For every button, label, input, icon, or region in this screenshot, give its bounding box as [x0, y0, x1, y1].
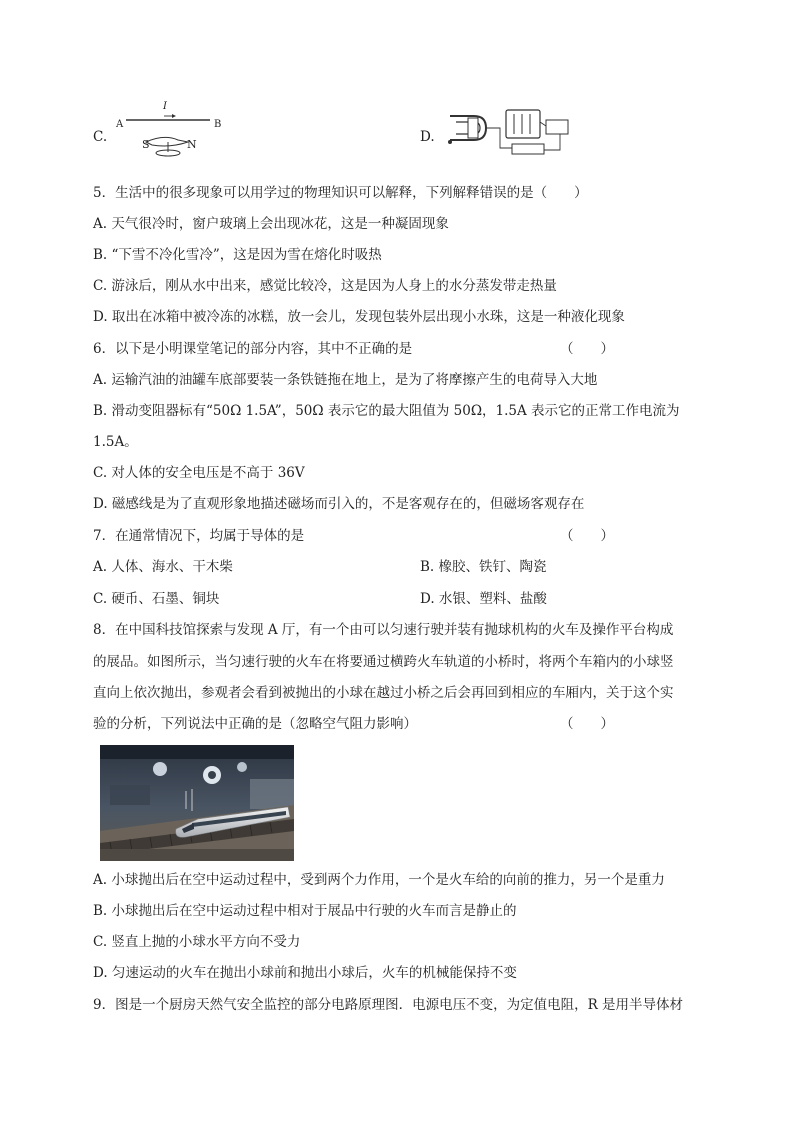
q9-stem: 9．图是一个厨房天然气安全监控的部分电路原理图．电源电压不变，为定值电阻，R 是用半导体材 [93, 997, 684, 1013]
q5-stem: 5．生活中的很多现象可以用学过的物理知识可以解释，下列解释错误的是（ ） [93, 185, 588, 201]
q8-stem-line-1: 8．在中国科技馆探索与发现 A 厅，有一个由可以匀速行驶并装有抛球机构的火车及操作平台构成 [93, 622, 674, 638]
q5-option-b[interactable]: B. “下雪不冷化雪冷”，这是因为雪在熔化时吸热 [93, 247, 382, 263]
q8-stem-line-4: 验的分析，下列说法中正确的是（忽略空气阻力影响） [93, 716, 417, 732]
q8-option-b[interactable]: B. 小球抛出后在空中运动过程中相对于展品中行驶的火车而言是静止的 [93, 903, 517, 919]
q6-option-c[interactable]: C. 对人体的安全电压是不高于 36V [93, 465, 305, 481]
q8-option-a[interactable]: A. 小球抛出后在空中运动过程中，受到两个力作用，一个是火车给的向前的推力，另一个是重力 [93, 872, 665, 888]
q6-stem: 6．以下是小明课堂笔记的部分内容，其中不正确的是 [93, 341, 413, 357]
q8-stem-line-2: 的展品。如图所示，当匀速行驶的火车在将要通过横跨火车轨道的小桥时，将两个车箱内的小球竖 [93, 654, 674, 670]
q7-option-a[interactable]: A. 人体、海水、干木柴 [93, 559, 233, 575]
q7-answer-paren[interactable]: （ ） [560, 528, 614, 544]
needle-south-label: S [142, 138, 150, 151]
generator-circuit-diagram [442, 102, 574, 162]
q8-stem-line-3: 直向上依次抛出，参观者会看到被抛出的小球在越过小桥之后会再回到相应的车厢内，关于这个实 [93, 685, 674, 701]
wire-end-b: B [214, 119, 222, 130]
q6-option-a[interactable]: A. 运输汽油的油罐车底部要装一条铁链拖在地上，是为了将摩擦产生的电荷导入大地 [93, 372, 598, 388]
q6-option-d[interactable]: D. 磁感线是为了直观形象地描述磁场而引入的，不是客观存在的，但磁场客观存在 [93, 496, 585, 512]
q4-option-d-label: D. [420, 129, 435, 145]
q6-answer-paren[interactable]: （ ） [560, 341, 614, 357]
q7-stem: 7．在通常情况下，均属于导体的是 [93, 528, 305, 544]
q7-option-d[interactable]: D. 水银、塑料、盐酸 [420, 591, 547, 607]
q5-option-a[interactable]: A. 天气很冷时，窗户玻璃上会出现冰花，这是一种凝固现象 [93, 216, 449, 232]
q6-option-b-cont: 1.5A。 [93, 434, 138, 450]
q8-option-d[interactable]: D. 匀速运动的火车在抛出小球前和抛出小球后，火车的机械能保持不变 [93, 965, 517, 981]
wire-needle-diagram [112, 104, 242, 162]
q6-option-b[interactable]: B. 滑动变阻器标有“50Ω 1.5A”，50Ω 表示它的最大阻值为 50Ω，1.5A 表示它的正常工作电流为 [93, 403, 680, 419]
q8-option-c[interactable]: C. 竖直上抛的小球水平方向不受力 [93, 934, 301, 950]
q8-answer-paren[interactable]: （ ） [560, 716, 614, 732]
q5-option-d[interactable]: D. 取出在冰箱中被冷冻的冰糕，放一会儿，发现包装外层出现小水珠，这是一种液化现象 [93, 309, 625, 325]
needle-north-label: N [187, 138, 197, 151]
wire-end-a: A [116, 119, 124, 130]
q5-option-c[interactable]: C. 游泳后，刚从水中出来，感觉比较冷，这是因为人身上的水分蒸发带走热量 [93, 278, 557, 294]
current-label: I [163, 101, 167, 112]
train-exhibit-photo [100, 745, 294, 861]
q7-option-b[interactable]: B. 橡胶、铁钉、陶瓷 [420, 559, 547, 575]
q7-option-c[interactable]: C. 硬币、石墨、铜块 [93, 591, 220, 607]
q4-option-c-label: C. [93, 129, 108, 145]
